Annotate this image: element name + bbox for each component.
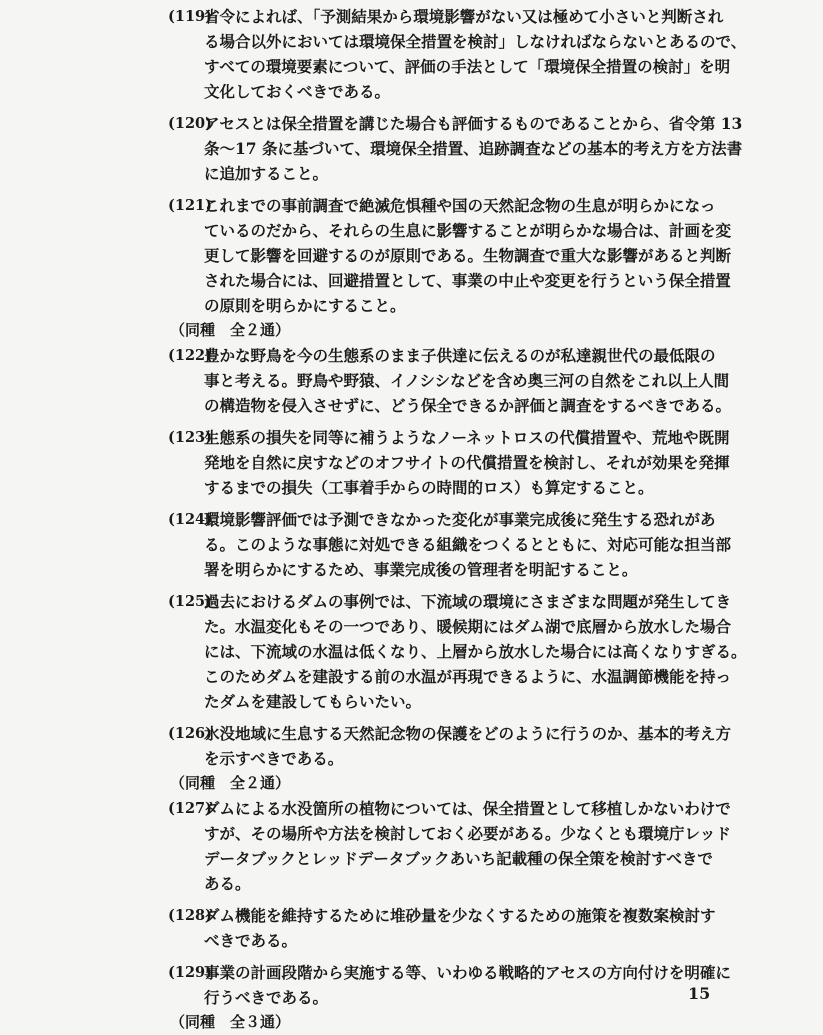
comment-line: 行うべきである。 xyxy=(204,988,329,1007)
comment-text xyxy=(204,796,731,896)
comment-line: を示すべきである。 xyxy=(204,749,344,768)
comment-line: このためダムを建設する前の水温が再現できるように、水温調節機能を持っ xyxy=(204,667,732,686)
page-number: 15 xyxy=(688,984,711,1003)
item-gap xyxy=(168,953,728,960)
comment-line: ているのだから、それらの生息に影響することが明らかな場合は、計画を変 xyxy=(204,221,732,240)
comment-line: 生態系の損失を同等に補うようなノーネットロスの代償措置や、荒地や既開 xyxy=(204,428,730,447)
comment-number: (126) xyxy=(168,725,212,742)
comment-number: (124) xyxy=(168,511,212,528)
comment-line: 事と考える。野鳥や野猿、イノシシなどを含め奥三河の自然をこれ以上人間 xyxy=(204,371,730,390)
comment-text xyxy=(204,425,728,500)
comment-line: る場合以外においては環境保全措置を検討」しなければならないとあるので、 xyxy=(204,32,747,51)
comment-number: (123) xyxy=(168,429,212,446)
comment-number: (125) xyxy=(168,593,212,610)
comment-line: するまでの損失（工事着手からの時間的ロス）も算定すること。 xyxy=(204,478,654,497)
comment-number: (128) xyxy=(168,907,212,924)
comment-line: 文化しておくべきである。 xyxy=(204,82,391,101)
comment-number: (127) xyxy=(168,800,212,817)
comment-line: 省令によれば、「予測結果から環境影響がない又は極めて小さいと判断され xyxy=(204,7,724,26)
comment-text xyxy=(204,903,728,953)
comment-line: すべての環境要素について、評価の手法として「環境保全措置の検討」を明 xyxy=(204,57,731,76)
comment-line: された場合には、回避措置として、事業の中止や変更を行うという保全措置 xyxy=(204,271,731,290)
comment-text xyxy=(204,960,731,1010)
comment-line: 過去におけるダムの事例では、下流域の環境にさまざまな問題が発生してき xyxy=(204,592,732,611)
comment-text xyxy=(204,4,747,104)
comment-line: ダム機能を維持するために堆砂量を少なくするための施策を複数案検討す xyxy=(204,906,716,925)
comment-item xyxy=(168,903,728,953)
item-gap xyxy=(168,714,728,721)
comment-item xyxy=(168,425,728,500)
comment-line: に追加すること。 xyxy=(204,164,329,183)
comment-number: (119) xyxy=(168,8,212,25)
comment-line: た。水温変化もその一つであり、暖候期にはダム湖で底層から放水した場合 xyxy=(204,617,732,636)
comment-line: 署を明らかにするため、事業完成後の管理者を明記すること。 xyxy=(204,560,638,579)
item-gap xyxy=(168,186,728,193)
comment-line: たダムを建設してもらいたい。 xyxy=(204,692,422,711)
comment-line: には、下流域の水温は低くなり、上層から放水した場合には高くなりすぎる。 xyxy=(204,642,747,661)
comment-line: 豊かな野鳥を今の生態系のまま子供達に伝えるのが私達親世代の最低限の xyxy=(204,346,716,365)
same-type-count-note: （同種 全２通） xyxy=(170,321,291,339)
item-gap xyxy=(168,418,728,425)
comment-line: 環境影響評価では予測できなかった変化が事業完成後に発生する恐れがあ xyxy=(204,510,716,529)
comment-line: の構造物を侵入させずに、どう保全できるか評価と調査をするべきである。 xyxy=(204,396,732,415)
comment-text xyxy=(204,111,743,186)
same-type-count-note: （同種 全３通） xyxy=(170,1013,291,1031)
comment-number: (129) xyxy=(168,964,212,981)
comment-item xyxy=(168,589,747,714)
comment-number: (121) xyxy=(168,197,212,214)
comment-line: 水没地域に生息する天然記念物の保護をどのように行うのか、基本的考え方 xyxy=(204,724,732,743)
comment-text xyxy=(204,721,732,771)
comment-line: 更して影響を回避するのが原則である。生物調査で重大な影響があると判断 xyxy=(204,246,732,265)
comment-line: これまでの事前調査で絶滅危惧種や国の天然記念物の生息が明らかになっ xyxy=(204,196,716,215)
comment-line: 条～17 条に基づいて、環境保全措置、追跡調査などの基本的考え方を方法書 xyxy=(204,139,743,158)
comment-list xyxy=(168,4,747,1035)
comment-line: データブックとレッドデータブックあいち記載種の保全策を検討すべきで xyxy=(204,849,713,868)
comment-line: 発地を自然に戻すなどのオフサイトの代償措置を検討し、それが効果を発揮 xyxy=(204,453,730,472)
comment-item xyxy=(168,960,731,1010)
comment-line: 事業の計画段階から実施する等、いわゆる戦略的アセスの方向付けを明確に xyxy=(204,963,731,982)
comment-item xyxy=(168,507,732,582)
comment-item xyxy=(168,343,732,418)
comment-line: アセスとは保全措置を講じた場合も評価するものであることから、省令第 13 xyxy=(204,114,743,133)
same-type-count-note: （同種 全２通） xyxy=(170,774,291,792)
comment-line: べきである。 xyxy=(204,931,298,950)
item-gap xyxy=(168,104,728,111)
item-gap xyxy=(168,582,728,589)
comment-text xyxy=(204,507,732,582)
comment-line: の原則を明らかにすること。 xyxy=(204,296,406,315)
comment-line: ダムによる水没箇所の植物については、保全措置として移植しかないわけで xyxy=(204,799,731,818)
comment-item xyxy=(168,111,743,186)
comment-text xyxy=(204,589,747,714)
comment-item xyxy=(168,796,731,896)
comment-number: (120) xyxy=(168,115,212,132)
comment-line: すが、その場所や方法を検討しておく必要がある。少なくとも環境庁レッド xyxy=(204,824,731,843)
item-gap xyxy=(168,896,728,903)
comment-item xyxy=(168,4,747,104)
item-gap xyxy=(168,500,728,507)
comment-item xyxy=(168,193,732,318)
comment-number: (122) xyxy=(168,347,212,364)
comment-line: る。このような事態に対処できる組織をつくるとともに、対応可能な担当部 xyxy=(204,535,732,554)
comment-text xyxy=(204,343,732,418)
comment-line: ある。 xyxy=(204,874,251,893)
comment-text xyxy=(204,193,732,318)
comment-item xyxy=(168,721,732,771)
